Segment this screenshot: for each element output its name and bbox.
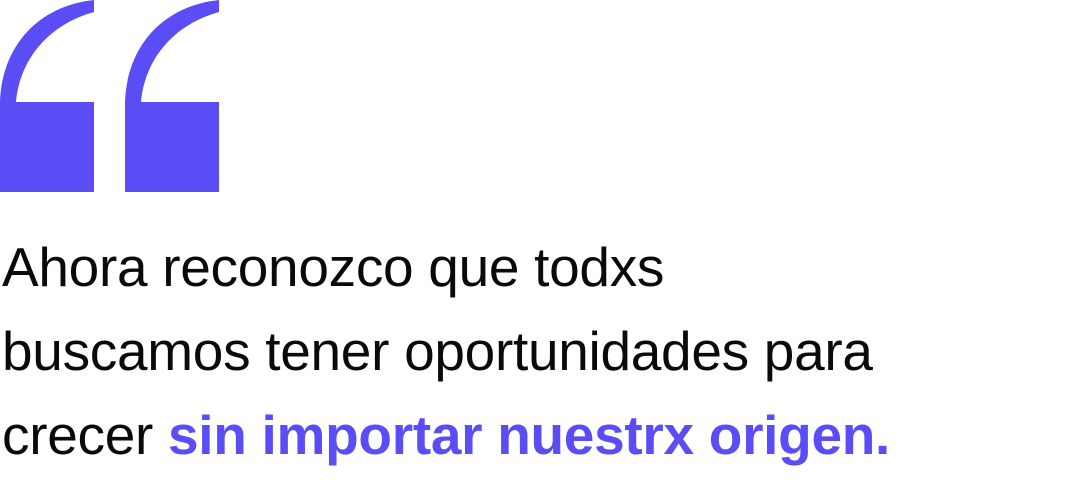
- quote-highlight: sin importar nuestrx origen.: [168, 404, 891, 466]
- quote-text: [2, 225, 1066, 477]
- quote-line-1: Ahora reconozco que todxs: [2, 236, 665, 298]
- opening-quote-icon: [0, 0, 224, 196]
- quote-line-2: buscamos tener oportunidades para: [2, 320, 873, 382]
- quote-line-3: [2, 393, 1066, 477]
- quote-line-3-plain: crecer: [2, 404, 168, 466]
